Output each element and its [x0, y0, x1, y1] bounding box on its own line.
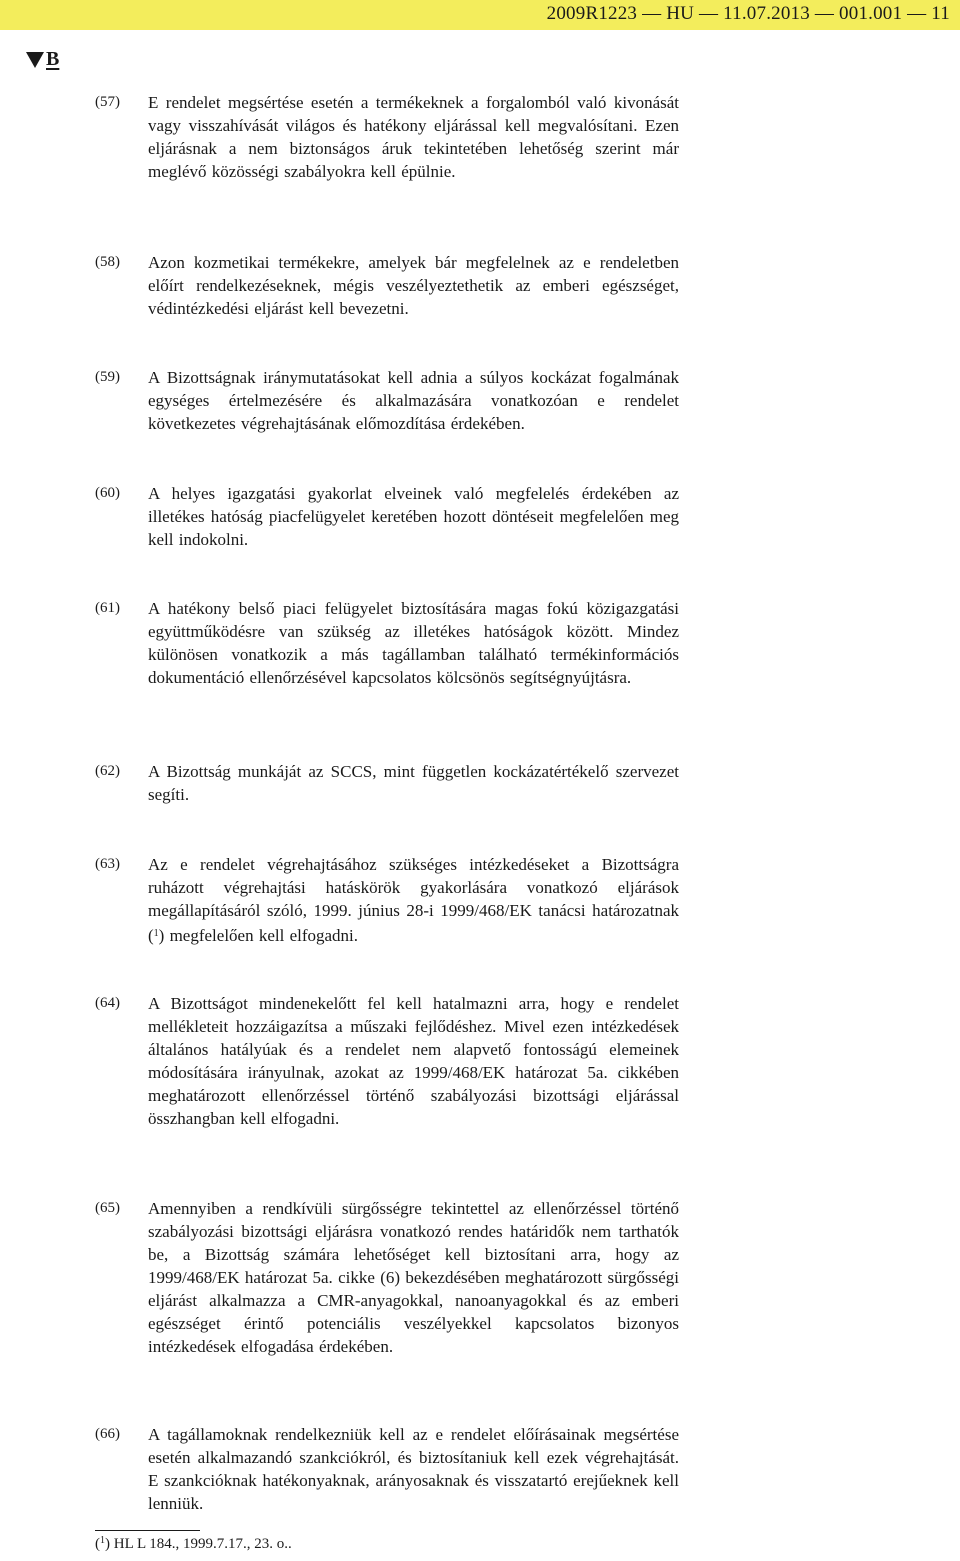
recital-number: (62) — [95, 763, 120, 779]
recital-65 — [95, 1197, 879, 1358]
recital-63 — [95, 853, 879, 947]
footnote-reference[interactable]: 1 — [153, 928, 159, 939]
document-header-bar — [0, 0, 960, 30]
footnote-number: 1 — [100, 1535, 105, 1546]
recital-57 — [95, 91, 879, 183]
recital-text: Azon kozmetikai termékekre, amelyek bár megfelelnek az e rendeletben előírt rendelkezéseknek, mégis veszélyeztethetik az emberi egészséget, védintézkedési eljárást kell bevezetni. — [148, 253, 679, 318]
recital-64 — [95, 992, 879, 1130]
recital-number: (63) — [95, 856, 120, 872]
recital-61 — [95, 597, 879, 689]
recital-number: (60) — [95, 485, 120, 501]
recital-text-start: Az e rendelet végrehajtásához szükséges intézkedéseket a Bizottságra ruházott végrehajtási hatáskörök gyakorlására vonatkozó eljárások megállapításáról szóló, 1999. június 28-i 1999/468/EK tanácsi határozatnak ( — [148, 855, 679, 945]
recital-66 — [95, 1423, 879, 1515]
footnote — [95, 1535, 292, 1553]
recital-60 — [95, 482, 879, 551]
recital-number: (58) — [95, 254, 120, 270]
recital-text: A tagállamoknak rendelkezniük kell az e rendelet előírásainak megsértése esetén alkalmazandó szankciókról, és biztosítaniuk kell ezek végrehajtását. E szankcióknak hatékonyaknak, arányosaknak és visszatartó erejűeknek kell lenniük. — [148, 1425, 679, 1513]
triangle-down-icon — [26, 52, 44, 68]
footnote-separator — [95, 1530, 200, 1531]
recital-number: (64) — [95, 995, 120, 1011]
recital-text: A Bizottságnak iránymutatásokat kell adnia a súlyos kockázat fogalmának egységes értelmezésére és alkalmazására vonatkozóan e rendelet következetes végrehajtásának előmozdítása érdekében. — [148, 368, 679, 433]
recital-text: A hatékony belső piaci felügyelet biztosítására magas fokú közigazgatási együttműködésre van szükség az illetékes hatóságok között. Mindez különösen vonatkozik a más tagállamban található termékinformációs dokumentáció ellenőrzésével kapcsolatos kölcsönös segítségnyújtásra. — [148, 599, 679, 687]
amendment-marker-letter: B — [46, 48, 60, 70]
amendment-marker — [26, 48, 59, 71]
recital-number: (61) — [95, 600, 120, 616]
recital-number: (65) — [95, 1200, 120, 1216]
recital-text: Amennyiben a rendkívüli sürgősségre tekintettel az ellenőrzéssel történő szabályozási bizottsági eljárásra vonatkozó rendes határidők nem tarthatók be, a Bizottság számára lehetőséget kell biztosítani arra, hogy az 1999/468/EK határozat 5a. cikke (6) bekezdésében meghatározott sürgősségi eljárást alkalmazza a CMR-anyagokkal, nanoanyagokkal és az emberi egészséget érintő potenciális veszélyekkel kapcsolatos bizonyos intézkedések elfogadása érdekében. — [148, 1199, 679, 1356]
recital-text: E rendelet megsértése esetén a termékeknek a forgalomból való kivonását vagy visszahívását világos és hatékony eljárással kell megvalósítani. Ezen eljárásnak a nem biztonságos áruk tekintetében lehetőség szerint már meglévő közösségi szabályokra kell épülnie. — [148, 93, 679, 181]
recital-number: (59) — [95, 369, 120, 385]
recital-text — [148, 853, 679, 947]
document-reference: 2009R1223 — HU — 11.07.2013 — 001.001 — 11 — [546, 3, 950, 24]
footnote-close-paren: ) — [105, 1536, 110, 1552]
recital-62 — [95, 760, 879, 806]
footnote-text: HL L 184., 1999.7.17., 23. o.. — [110, 1536, 292, 1552]
recital-number: (57) — [95, 94, 120, 110]
recital-text: A Bizottságot mindenekelőtt fel kell hatalmazni arra, hogy e rendelet mellékleteit hozzáigazítsa a műszaki fejlődéshez. Mivel ezen intézkedések általános hatályúak és a rendelet nem alapvető fontosságú elemeinek módosítására irányulnak, azokat az 1999/468/EK határozat 5a. cikkében meghatározott ellenőrzéssel történő szabályozási bizottsági eljárással összhangban kell elfogadni. — [148, 994, 679, 1128]
recital-58 — [95, 251, 879, 320]
recital-text-end: ) megfelelően kell elfogadni. — [158, 926, 359, 945]
recital-text: A Bizottság munkáját az SCCS, mint független kockázatértékelő szervezet segíti. — [148, 762, 679, 804]
footnote-open-paren: ( — [95, 1536, 100, 1552]
recital-number: (66) — [95, 1426, 120, 1442]
recital-59 — [95, 366, 879, 435]
recital-text: A helyes igazgatási gyakorlat elveinek való megfelelés érdekében az illetékes hatóság piacfelügyelet keretében hozott döntéseit megfelelően meg kell indokolni. — [148, 484, 679, 549]
